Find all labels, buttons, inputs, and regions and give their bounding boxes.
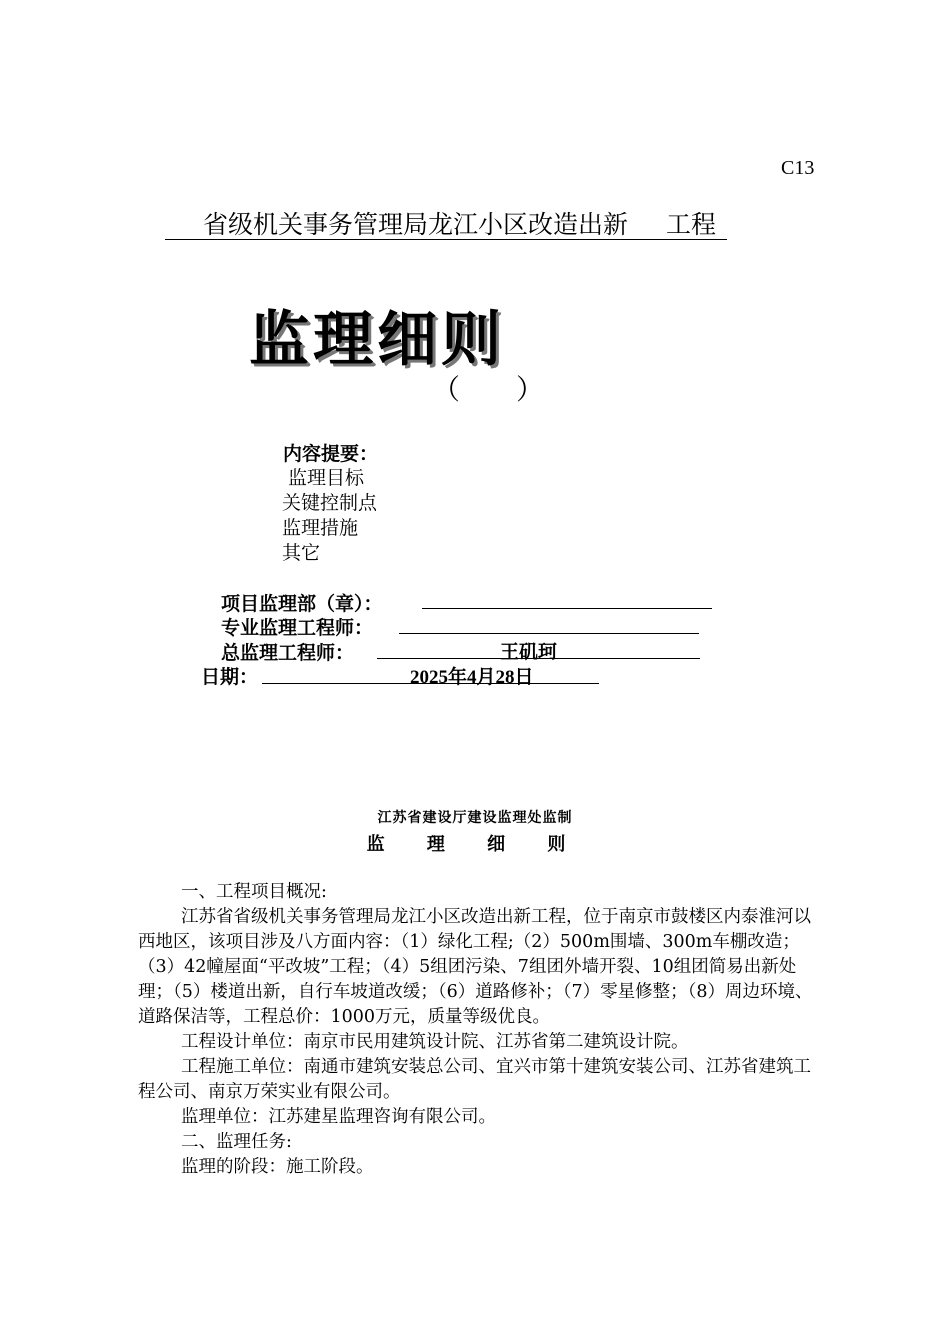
- body-paragraph: 江苏省省级机关事务管理局龙江小区改造出新工程，位于南京市鼓楼区内泰淮河以西地区，该项目涉及八方面内容：（1）绿化工程;（2）500m围墙、300m车棚改造；（3）42幢屋面“平改坡”工程；（4）5组团污染、7组团外墙开裂、10组团简易出新处理；（5）楼道出新，自行车坡道改缓；（6）道路修补；（7）零星修整；（8）周边环境、道路保洁等，工程总价：1000万元，质量等级优良。: [138, 907, 813, 1027]
- issuer: 江苏省建设厅建设监理处监制: [377, 810, 573, 826]
- chief-line: [377, 658, 700, 659]
- volume-paren: （ ）: [432, 373, 545, 406]
- document-code: C13: [781, 157, 815, 179]
- body-paragraph: 监理的阶段：施工阶段。: [181, 1157, 374, 1177]
- chief-name: 王矶珂: [500, 642, 558, 663]
- section-title: 监 理 细 则: [366, 834, 584, 855]
- body-paragraph: 工程施工单位：南通市建筑安装总公司、宜兴市第十建筑安装公司、江苏省建筑工程公司、南京万荣实业有限公司。: [138, 1057, 811, 1102]
- engineer-line: [399, 633, 699, 634]
- summary-item: 关键控制点: [282, 492, 378, 514]
- project-underline: [165, 239, 727, 240]
- chief-label: 总监理工程师：: [221, 642, 355, 664]
- date-value: 2025年4月28日: [410, 667, 534, 688]
- body-text: [138, 880, 818, 1180]
- dept-label: 项目监理部（章）：: [221, 593, 383, 615]
- body-paragraph: 工程设计单位：南京市民用建筑设计院、江苏省第二建筑设计院。: [181, 1032, 689, 1052]
- summary-item: 监理措施: [282, 517, 359, 539]
- date-line: [262, 683, 599, 684]
- body-paragraph: 二、监理任务:: [181, 1132, 292, 1152]
- summary-item: 监理目标: [288, 467, 365, 489]
- project-name: 省级机关事务管理局龙江小区改造出新: [203, 210, 629, 239]
- project-suffix: 工程: [666, 210, 717, 239]
- date-label: 日期：: [201, 666, 259, 688]
- project-title: [165, 205, 716, 241]
- body-paragraph: 一、工程项目概况:: [181, 882, 327, 902]
- summary-item: 其它: [282, 542, 321, 564]
- dept-line: [422, 608, 712, 609]
- summary-heading: 内容提要：: [283, 443, 379, 465]
- engineer-label: 专业监理工程师：: [221, 617, 374, 639]
- body-paragraph: 监理单位：江苏建星监理咨询有限公司。: [181, 1107, 496, 1127]
- main-title: 监理细则: [249, 305, 505, 375]
